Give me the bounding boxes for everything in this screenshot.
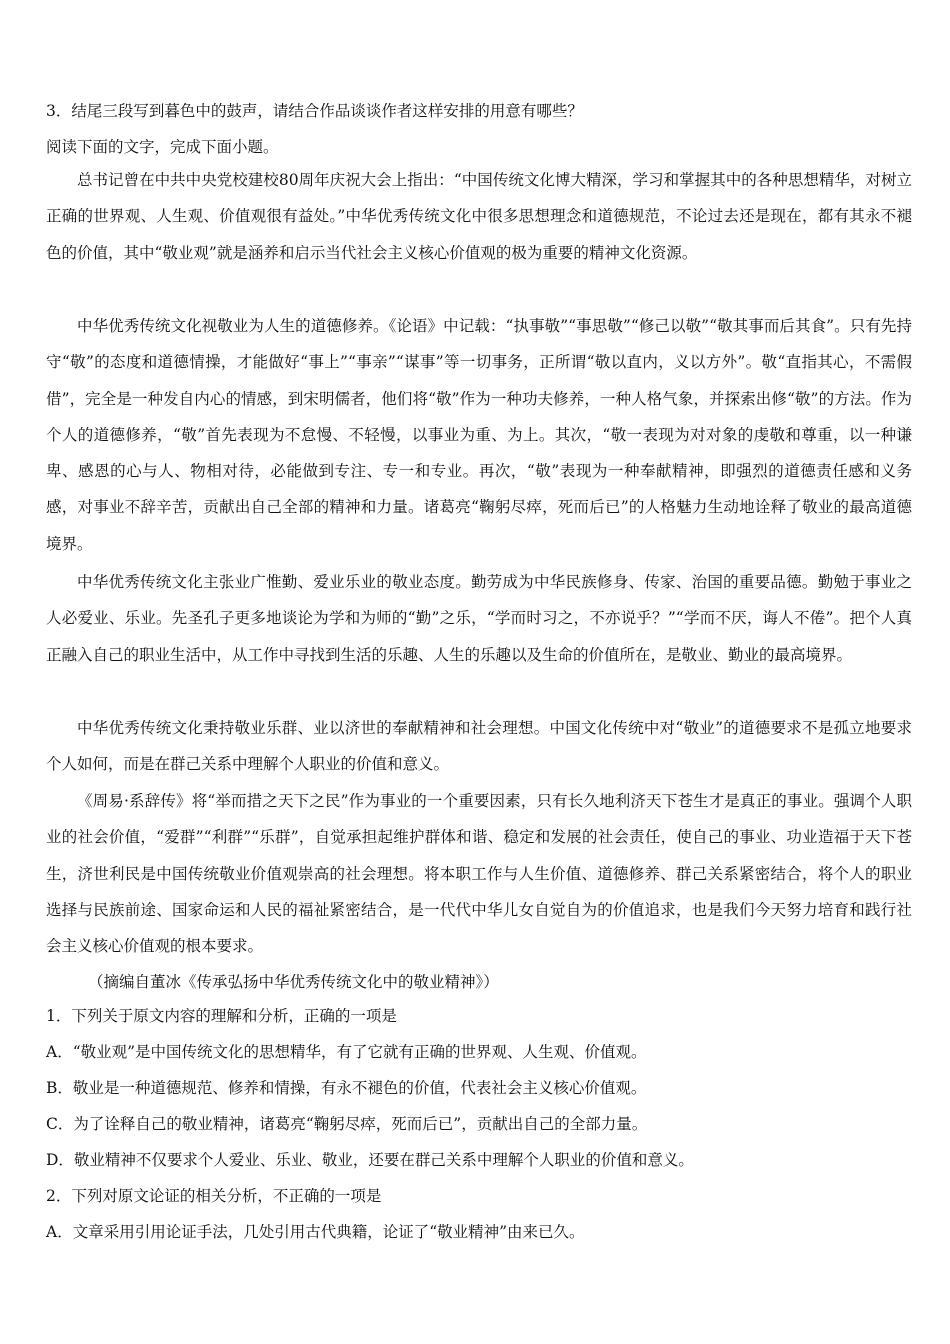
paragraph-5: 《周易·系辞传》将“举而措之天下之民”作为事业的一个重要因素，只有长久地利济天下苍生才是真正的事业。强调个人职业的社会价值，“爱群”“利群”“乐群”，自觉承担起维护群体和谐、稳定和发展的社会责任，使自己的事业、功业造福于天下苍生，济世利民是中国传统敬业价值观崇高的社会理想。将本职工作与人生价值、道德修养、群己关系紧密结合，将个人的职业选择与民族前途、国家命运和人民的福祉紧密结合，是一代代中华儿女自觉自为的价值追求，也是我们今天努力培育和践行社会主义核心价值观的根本要求。 <box>46 792 912 956</box>
source-citation: （摘编自董冰《传承弘扬中华优秀传统文化中的敬业精神》） <box>88 973 499 991</box>
question-1-option-a: A．“敬业观”是中国传统文化的思想精华，有了它就有正确的世界观、人生观、价值观。 <box>46 1043 647 1061</box>
question-2-option-a: A．文章采用引用论证手法，几处引用古代典籍，论证了“敬业精神”由来已久。 <box>46 1223 585 1241</box>
paragraph-1: 总书记曾在中共中央党校建校80周年庆祝大会上指出：“中国传统文化博大精深，学习和掌握其中的各种思想精华，对树立正确的世界观、人生观、价值观很有益处。”中华优秀传统文化中很多思想理念和道德规范，不论过去还是现在，都有其永不褪色的价值，其中“敬业观”就是涵养和启示当代社会主义核心价值观的极为重要的精神文化资源。 <box>46 171 912 262</box>
paragraph-4: 中华优秀传统文化秉持敬业乐群、业以济世的奉献精神和社会理想。中国文化传统中对“敬业”的道德要求不是孤立地要求个人如何，而是在群己关系中理解个人职业的价值和意义。 <box>46 719 912 774</box>
reading-instruction: 阅读下面的文字，完成下面小题。 <box>46 138 279 156</box>
question-1-option-b: B．敬业是一种道德规范、修养和情操，有永不褪色的价值，代表社会主义核心价值观。 <box>46 1079 647 1097</box>
paragraph-2: 中华优秀传统文化视敬业为人生的道德修养。《论语》中记载：“执事敬”“事思敬”“修己以敬”“敬其事而后其食”。只有先持守“敬”的态度和道德情操，才能做好“事上”“事亲”“谋事”等一切事务，正所谓“敬以直内，义以方外”。敬“直指其心，不需假借”，完全是一种发自内心的情感，到宋明儒者，他们将“敬”作为一种功夫修养，一种人格气象，并探索出修“敬”的方法。作为个人的道德修养，“敬”首先表现为不怠慢、不轻慢，以事业为重、为上。其次，“敬一表现为对对象的虔敬和尊重，以一种谦卑、感恩的心与人、物相对待，必能做到专注、专一和专业。再次，“敬”表现为一种奉献精神，即强烈的道德责任感和义务感，对事业不辞辛苦，贡献出自己全部的精神和力量。诸葛亮“鞠躬尽瘁，死而后已”的人格魅力生动地诠释了敬业的最高道德境界。 <box>46 317 912 553</box>
question-1-stem: 1．下列关于原文内容的理解和分析，正确的一项是 <box>46 1007 397 1025</box>
paragraph-3: 中华优秀传统文化主张业广惟勤、爱业乐业的敬业态度。勤劳成为中华民族修身、传家、治国的重要品德。勤勉于事业之人必爱业、乐业。先圣孔子更多地谈论为学和为师的“勤”之乐，“学而时习之，不亦说乎？”“学而不厌，诲人不倦”。把个人真正融入自己的职业生活中，从工作中寻找到生活的乐趣、人生的乐趣以及生命的价值所在，是敬业、勤业的最高境界。 <box>46 573 912 664</box>
question-1-option-c: C．为了诠释自己的敬业精神，诸葛亮“鞠躬尽瘁，死而后已”，贡献出自己的全部力量。 <box>46 1115 648 1133</box>
question-1-option-d: D．敬业精神不仅要求个人爱业、乐业、敬业，还要在群己关系中理解个人职业的价值和意义。 <box>46 1151 694 1169</box>
question-2-stem: 2．下列对原文论证的相关分析，不正确的一项是 <box>46 1187 382 1205</box>
question-3: 3．结尾三段写到暮色中的鼓声，请结合作品谈谈作者这样安排的用意有哪些？ <box>46 102 583 120</box>
